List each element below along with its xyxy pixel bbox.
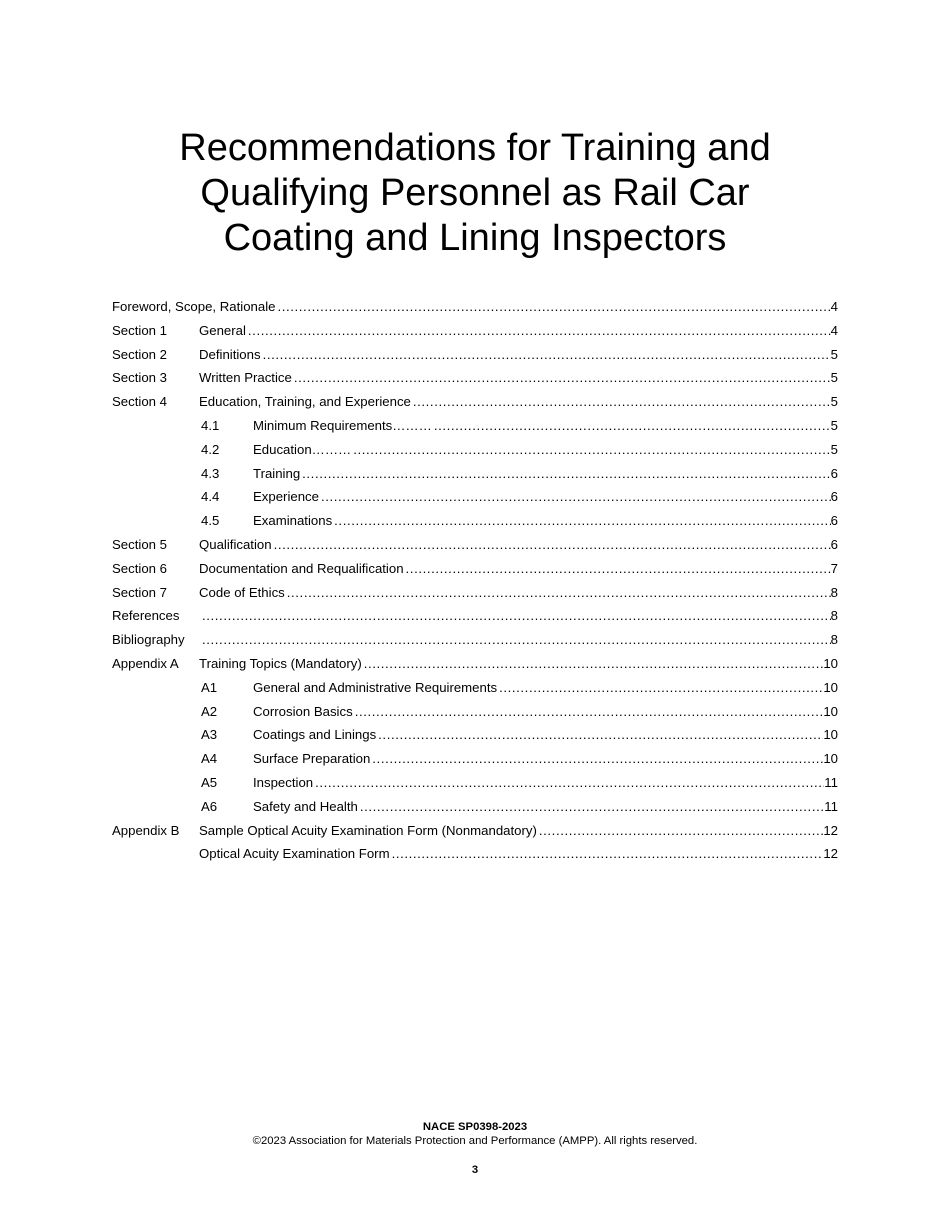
toc-page-number: 6 xyxy=(830,489,838,505)
toc-entry-title: Experience xyxy=(253,489,319,505)
toc-entry xyxy=(253,747,838,771)
toc-entry xyxy=(199,533,838,557)
toc-page-number: 4 xyxy=(830,299,838,314)
toc-dot-leader xyxy=(434,414,831,438)
title-line-1: Recommendations for Training and xyxy=(179,127,771,169)
toc-row[interactable] xyxy=(112,747,838,771)
toc-dot-leader xyxy=(294,366,831,390)
toc-entry-title: Qualification xyxy=(199,536,272,552)
toc-row[interactable] xyxy=(112,462,838,486)
toc-dot-leader xyxy=(378,723,823,747)
toc-entry-title: General and Administrative Requirements xyxy=(253,679,498,695)
toc-page-number: 5 xyxy=(830,370,838,386)
toc-row[interactable] xyxy=(112,509,838,533)
toc-entry xyxy=(200,604,838,628)
toc-entry xyxy=(253,509,838,533)
toc-page-number: 6 xyxy=(830,536,838,552)
toc-page-number: 11 xyxy=(824,774,838,790)
toc-entry xyxy=(253,723,838,747)
toc-page-number: 8 xyxy=(830,584,838,600)
toc-page-number: 6 xyxy=(830,465,838,481)
toc-dot-leader xyxy=(248,319,831,343)
toc-entry xyxy=(199,819,838,843)
toc-entry-title: Training Topics (Mandatory) xyxy=(199,655,362,671)
toc-entry-title: Safety and Health xyxy=(253,798,358,814)
toc-page-number: 10 xyxy=(823,727,838,743)
toc-row[interactable] xyxy=(112,390,838,414)
toc-section-label: Bibliography xyxy=(112,632,185,648)
toc-section-label: Section 1 xyxy=(112,322,167,338)
toc-row[interactable] xyxy=(112,533,838,557)
toc-entry xyxy=(112,295,838,319)
toc-subsection-number: A1 xyxy=(201,679,218,695)
toc-entry-title: Education, Training, and Experience xyxy=(199,394,411,410)
toc-subsection-number: A5 xyxy=(201,774,218,790)
toc-page-number: 12 xyxy=(823,846,838,862)
toc-section-label: Section 6 xyxy=(112,560,167,576)
table-of-contents xyxy=(112,295,838,866)
footer-doc-id: NACE SP0398-2023 xyxy=(422,1121,528,1133)
toc-row[interactable] xyxy=(112,723,838,747)
toc-dot-leader xyxy=(539,819,823,843)
toc-entry-title: Sample Optical Acuity Examination Form (Nonmandatory) xyxy=(199,822,537,838)
toc-subsection-number: 4.5 xyxy=(201,513,220,529)
toc-entry-title: Surface Preparation xyxy=(253,751,371,767)
toc-subsection-number: A3 xyxy=(201,727,218,743)
toc-subsection-number: 4.1 xyxy=(201,417,220,433)
toc-dot-leader xyxy=(202,628,831,652)
toc-page-number: 10 xyxy=(823,751,838,767)
footer-copyright: ©2023 Association for Materials Protection and Performance (AMPP). All rights reserved. xyxy=(252,1135,698,1147)
toc-page-number: 8 xyxy=(830,608,838,624)
toc-entry-title: Minimum Requirements……… xyxy=(253,417,432,433)
toc-entry xyxy=(199,343,838,367)
toc-row[interactable] xyxy=(112,581,838,605)
toc-dot-leader xyxy=(364,652,824,676)
toc-entry xyxy=(199,390,838,414)
toc-dot-leader xyxy=(321,485,831,509)
toc-row[interactable] xyxy=(112,819,838,843)
toc-dot-leader xyxy=(315,771,824,795)
toc-row[interactable] xyxy=(112,557,838,581)
toc-page-number: 10 xyxy=(823,655,838,671)
title-line-3: Coating and Lining Inspectors xyxy=(223,217,727,259)
toc-entry xyxy=(253,700,838,724)
toc-entry-title: Coatings and Linings xyxy=(253,727,377,743)
toc-dot-leader xyxy=(355,700,824,724)
toc-page-number: 10 xyxy=(823,703,838,719)
toc-page-number: 5 xyxy=(830,417,838,433)
toc-page-number: 5 xyxy=(830,346,838,362)
toc-row[interactable] xyxy=(112,438,838,462)
toc-dot-leader xyxy=(263,343,831,367)
toc-entry xyxy=(253,795,838,819)
toc-entry xyxy=(200,628,838,652)
toc-dot-leader xyxy=(277,295,830,319)
toc-entry-title: Written Practice xyxy=(199,370,292,386)
toc-entry-title: Optical Acuity Examination Form xyxy=(199,846,390,862)
toc-entry xyxy=(253,485,838,509)
toc-page-number: 5 xyxy=(830,394,838,410)
toc-dot-leader xyxy=(413,390,831,414)
toc-subsection-number: A2 xyxy=(201,703,218,719)
toc-row[interactable] xyxy=(112,795,838,819)
toc-entry-title: Training xyxy=(253,465,301,481)
toc-page-number: 7 xyxy=(830,560,838,576)
toc-subsection-number: A6 xyxy=(201,798,218,814)
toc-entry xyxy=(199,319,838,343)
toc-row[interactable] xyxy=(112,771,838,795)
toc-row[interactable] xyxy=(112,414,838,438)
toc-section-label: Section 2 xyxy=(112,346,167,362)
toc-row[interactable] xyxy=(112,485,838,509)
page-number: 3 xyxy=(471,1164,479,1176)
toc-dot-leader xyxy=(499,676,823,700)
toc-entry xyxy=(253,414,838,438)
toc-entry xyxy=(253,438,838,462)
toc-row[interactable] xyxy=(112,343,838,367)
toc-row[interactable] xyxy=(112,604,838,628)
toc-dot-leader xyxy=(334,509,830,533)
toc-entry-title: Examinations xyxy=(253,513,333,529)
toc-entry xyxy=(253,771,838,795)
toc-row[interactable] xyxy=(112,295,838,319)
toc-entry xyxy=(199,581,838,605)
toc-page-number: 5 xyxy=(830,441,838,457)
toc-section-label: Section 3 xyxy=(112,370,167,386)
toc-section-label: Section 5 xyxy=(112,536,167,552)
toc-dot-leader xyxy=(202,604,831,628)
toc-row[interactable] xyxy=(112,676,838,700)
toc-subsection-number: 4.2 xyxy=(201,441,220,457)
title-line-2: Qualifying Personnel as Rail Car xyxy=(200,172,750,214)
toc-dot-leader xyxy=(392,842,824,866)
toc-page-number: 8 xyxy=(830,632,838,648)
toc-entry-title: Foreword, Scope, Rationale xyxy=(112,299,276,314)
toc-entry xyxy=(253,676,838,700)
toc-page-number: 12 xyxy=(823,822,838,838)
toc-row[interactable] xyxy=(112,842,838,866)
toc-subsection-number: A4 xyxy=(201,751,218,767)
toc-subsection-number: 4.3 xyxy=(201,465,220,481)
toc-dot-leader xyxy=(353,438,830,462)
toc-dot-leader xyxy=(274,533,831,557)
toc-row[interactable] xyxy=(112,366,838,390)
toc-page-number: 10 xyxy=(823,679,838,695)
toc-section-label: Appendix A xyxy=(112,655,179,671)
toc-dot-leader xyxy=(302,462,831,486)
toc-page-number: 6 xyxy=(830,513,838,529)
toc-entry-title: Inspection xyxy=(253,774,314,790)
toc-entry-title: General xyxy=(199,322,246,338)
toc-dot-leader xyxy=(287,581,831,605)
toc-entry xyxy=(199,557,838,581)
toc-section-label: Section 7 xyxy=(112,584,167,600)
toc-dot-leader xyxy=(372,747,823,771)
toc-entry xyxy=(199,366,838,390)
toc-subsection-number: 4.4 xyxy=(201,489,220,505)
toc-entry-title: Education……… xyxy=(253,441,352,457)
toc-row[interactable] xyxy=(112,628,838,652)
toc-entry-title: Documentation and Requalification xyxy=(199,560,404,576)
toc-section-label: Section 4 xyxy=(112,394,167,410)
toc-row[interactable] xyxy=(112,652,838,676)
toc-section-label: Appendix B xyxy=(112,822,180,838)
toc-page-number: 11 xyxy=(824,798,838,814)
toc-dot-leader xyxy=(406,557,831,581)
toc-page-number: 4 xyxy=(830,322,838,338)
toc-entry-title: Corrosion Basics xyxy=(253,703,353,719)
toc-section-label: References xyxy=(112,608,180,624)
toc-entry xyxy=(253,462,838,486)
document-title xyxy=(0,126,950,261)
toc-entry-title: Code of Ethics xyxy=(199,584,285,600)
toc-row[interactable] xyxy=(112,319,838,343)
toc-dot-leader xyxy=(360,795,824,819)
toc-entry xyxy=(199,652,838,676)
toc-entry xyxy=(199,842,838,866)
toc-entry-title: Definitions xyxy=(199,346,261,362)
toc-row[interactable] xyxy=(112,700,838,724)
